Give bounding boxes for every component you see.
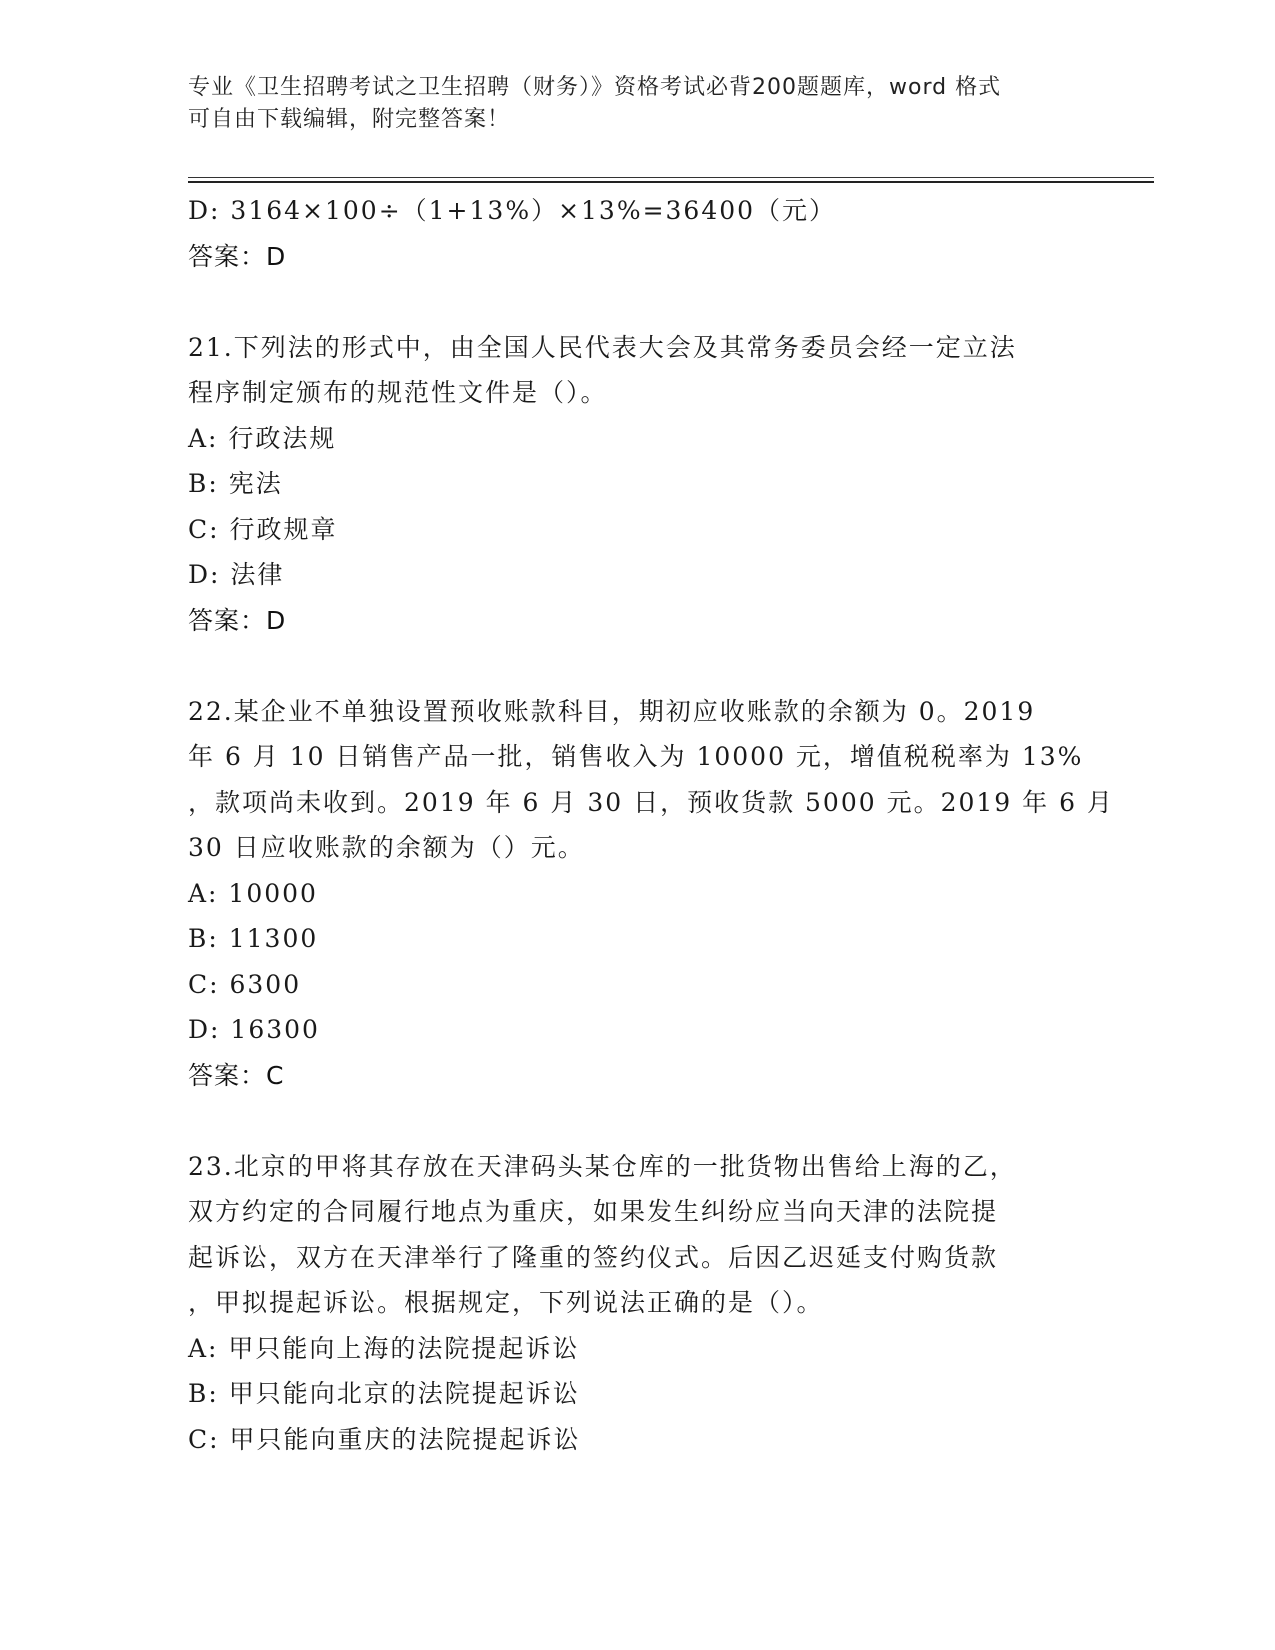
question-stem-line: 30 日应收账款的余额为（）元。 bbox=[188, 833, 585, 862]
question-stem-line: ，款项尚未收到。2019 年 6 月 30 日，预收货款 5000 元。2019 年 6 月 bbox=[188, 787, 1114, 817]
question-stem-line: 年 6 月 10 日销售产品一批，销售收入为 10000 元，增值税税率为 13% bbox=[188, 742, 1084, 771]
question-stem-line: 程序制定颁布的规范性文件是（）。 bbox=[188, 378, 608, 407]
question-stem-line: ，甲拟提起诉讼。根据规定，下列说法正确的是（）。 bbox=[188, 1288, 824, 1317]
option-d: D: 16300 bbox=[188, 1015, 320, 1044]
question-stem-line: 23.北京的甲将其存放在天津码头某仓库的一批货物出售给上海的乙， bbox=[188, 1151, 1017, 1181]
question-21 bbox=[188, 325, 1088, 644]
answer-line: 答案：D bbox=[188, 605, 287, 635]
option-b: B: 宪法 bbox=[188, 469, 283, 498]
option-c: C: 甲只能向重庆的法院提起诉讼 bbox=[188, 1424, 581, 1454]
question-stem-line: 起诉讼，双方在天津举行了隆重的签约仪式。后因乙迟延支付购货款 bbox=[188, 1242, 999, 1272]
header-divider-thick bbox=[188, 181, 1154, 183]
option-c: C: 6300 bbox=[188, 969, 302, 999]
question-22 bbox=[188, 689, 1114, 1099]
option-d: D: 法律 bbox=[188, 560, 285, 589]
answer-line: 答案：C bbox=[188, 1060, 285, 1090]
header-divider-thin bbox=[188, 177, 1154, 178]
question-23 bbox=[188, 1144, 1088, 1463]
header-title-line-2: 可自由下载编辑，附完整答案！ bbox=[188, 107, 511, 132]
option-a: A: 行政法规 bbox=[188, 423, 337, 453]
question-stem-line: 双方约定的合同履行地点为重庆，如果发生纠纷应当向天津的法院提 bbox=[188, 1197, 999, 1226]
question-stem-line: 22.某企业不单独设置预收账款科目，期初应收账款的余额为 0。2019 bbox=[188, 696, 1036, 726]
page-header bbox=[188, 72, 1068, 136]
option-b: B: 11300 bbox=[188, 924, 319, 953]
prev-answer: 答案：D bbox=[188, 241, 287, 271]
spacer bbox=[188, 1098, 1088, 1144]
document-body bbox=[188, 188, 1114, 1462]
header-title-line-1: 专业《卫生招聘考试之卫生招聘（财务）》资格考试必背200题题库，word 格式 bbox=[188, 75, 1002, 100]
prev-option-d: D: 3164×100÷（1+13%）×13%=36400（元） bbox=[188, 196, 837, 225]
question-stem-line: 21.下列法的形式中，由全国人民代表大会及其常务委员会经一定立法 bbox=[188, 332, 1017, 362]
option-c: C: 行政规章 bbox=[188, 514, 338, 544]
spacer bbox=[188, 279, 1088, 325]
option-a: A: 10000 bbox=[188, 878, 318, 908]
option-a: A: 甲只能向上海的法院提起诉讼 bbox=[188, 1333, 580, 1363]
option-b: B: 甲只能向北京的法院提起诉讼 bbox=[188, 1379, 580, 1408]
spacer bbox=[188, 643, 1088, 689]
